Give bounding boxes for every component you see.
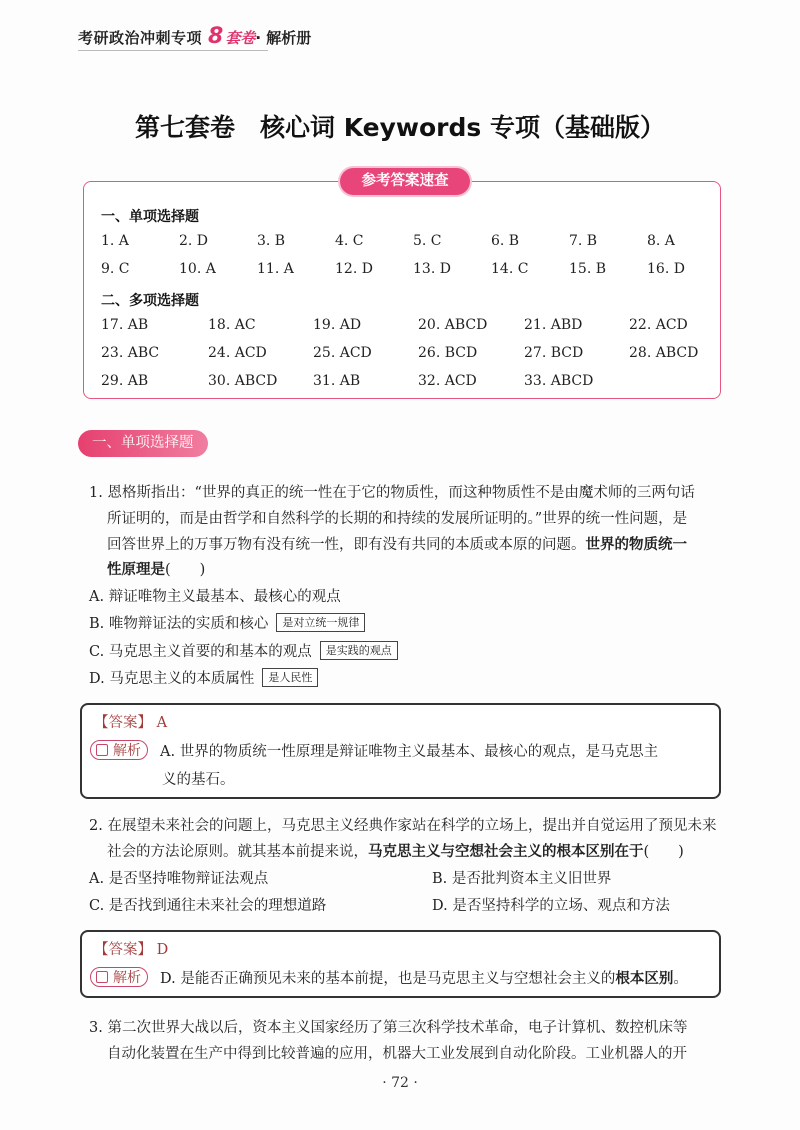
q2-explanation-tag-label: 解析 [113,970,141,986]
q1-option-b-note: 是对立统一规律 [276,613,365,632]
q2-stem-line2 [107,840,684,861]
answer-item: 14. C [491,261,529,277]
q1-stem-line4 [107,558,205,579]
header-brand-text: 套卷 [225,29,256,47]
answer-item: 13. D [413,261,451,277]
q2-stem-line2-text: 社会的方法论原则。就其基本前提来说， [107,844,368,860]
q2-option-b: B. 是否批判资本主义旧世界 [432,871,612,887]
q2-stem-line1: 2. 在展望未来社会的问题上，马克思主义经典作家站在科学的立场上，提出并自觉运用了预见未来 [89,818,717,834]
answer-item: 30. ABCD [208,373,278,389]
answer-item: 2. D [179,233,209,249]
answer-item: 15. B [569,261,607,277]
q3-stem-line1: 3. 第二次世界大战以后，资本主义国家经历了第三次科学技术革命，电子计算机、数控机床等 [89,1020,688,1036]
answer-item: 20. ABCD [418,317,488,333]
answer-item: 28. ABCD [629,345,699,361]
q1-option-c-note: 是实践的观点 [320,641,398,660]
answer-item: 9. C [101,261,130,277]
header-brand-number: 8 [208,24,224,49]
q1-explanation-tag [90,740,148,760]
q2-option-a: A. 是否坚持唯物辩证法观点 [89,871,269,887]
q1-stem-line3-text: 回答世界上的万事万物有没有统一性，即有没有共同的本质或本原的问题。 [107,537,586,553]
q3-stem-line2: 自动化装置在生产中得到比较普遍的应用，机器大工业发展到自动化阶段。工业机器人的开 [107,1046,687,1062]
answer-item: 21. ABD [524,317,583,333]
section-banner-single-choice: 一、单项选择题 [78,430,208,457]
q2-option-c: C. 是否找到通往未来社会的理想道路 [89,898,327,914]
q2-answer: 【答案】 D [94,942,169,958]
q2-explanation-line1 [160,967,688,988]
q1-stem-line3 [107,533,687,554]
header-title: 考研政治冲刺专项 [78,29,203,47]
q1-explanation-box [80,703,721,799]
answer-item: 24. ACD [208,345,267,361]
page-title: 第七套卷 核心词 Keywords 专项（基础版） [135,113,665,142]
q2-explanation-text: D. 是能否正确预见未来的基本前提，也是马克思主义与空想社会主义的 [160,971,616,987]
answer-item: 12. D [335,261,373,277]
answer-item: 27. BCD [524,345,584,361]
answer-item: 16. D [647,261,685,277]
answer-item: 29. AB [101,373,149,389]
answer-item: 31. AB [313,373,361,389]
q2-explanation-bold: 根本区别 [615,971,674,987]
running-header [78,18,311,48]
answer-item: 33. ABCD [524,373,594,389]
answer-item: 7. B [569,233,598,249]
answer-item: 10. A [179,261,216,277]
answer-item: 17. AB [101,317,149,333]
q2-explanation-box [80,930,721,998]
single-choice-heading: 一、单项选择题 [101,209,199,225]
q1-blank: ( ) [165,562,206,578]
q1-option-d-text: D. 马克思主义的本质属性 [89,671,255,687]
q1-stem-line3-bold: 世界的物质统一 [585,537,687,553]
answer-key-badge: 参考答案速查 [340,168,470,195]
q1-option-a: A. 辩证唯物主义最基本、最核心的观点 [89,589,341,605]
q1-option-c [89,640,398,661]
header-divider [78,50,268,51]
answer-item: 18. AC [208,317,256,333]
answer-item: 11. A [257,261,294,277]
answer-item: 3. B [257,233,286,249]
q1-explanation-tag-label: 解析 [113,743,141,759]
q2-stem-line2-bold: 马克思主义与空想社会主义的根本区别在于 [368,844,644,860]
q1-explanation-line1: A. 世界的物质统一性原理是辩证唯物主义最基本、最核心的观点，是马克思主 [160,744,659,760]
q1-stem-line1: 1. 恩格斯指出：“世界的真正的统一性在于它的物质性，而这种物质性不是由魔术师的三两句话 [89,485,695,501]
header-subtitle: · 解析册 [255,29,312,47]
q2-explanation-tag [90,967,148,987]
q1-option-d [89,667,318,688]
q1-option-b [89,612,365,633]
answer-item: 6. B [491,233,520,249]
answer-item: 4. C [335,233,364,249]
answer-item: 23. ABC [101,345,160,361]
q2-explanation-end: 。 [673,971,688,987]
answer-item: 1. A [101,233,129,249]
multi-choice-heading: 二、多项选择题 [101,293,199,309]
q1-stem-line4-bold: 性原理是 [107,562,165,578]
q1-option-c-text: C. 马克思主义首要的和基本的观点 [89,644,312,660]
q2-blank: ( ) [643,844,684,860]
answer-item: 5. C [413,233,442,249]
q1-option-d-note: 是人民性 [262,668,318,687]
q1-option-b-text: B. 唯物辩证法的实质和核心 [89,616,269,632]
note-icon [96,744,108,756]
q1-stem-line2: 所证明的，而是由哲学和自然科学的长期的和持续的发展所证明的。”世界的统一性问题，是 [107,511,688,527]
note-icon [96,971,108,983]
answer-item: 25. ACD [313,345,372,361]
q1-answer: 【答案】 A [94,715,168,731]
answer-item: 22. ACD [629,317,688,333]
answer-item: 26. BCD [418,345,478,361]
answer-item: 32. ACD [418,373,477,389]
answer-item: 19. AD [313,317,362,333]
q2-option-d: D. 是否坚持科学的立场、观点和方法 [432,898,670,914]
page-number: · 72 · [382,1075,418,1091]
answer-item: 8. A [647,233,675,249]
q1-explanation-line2: 义的基石。 [162,772,235,788]
